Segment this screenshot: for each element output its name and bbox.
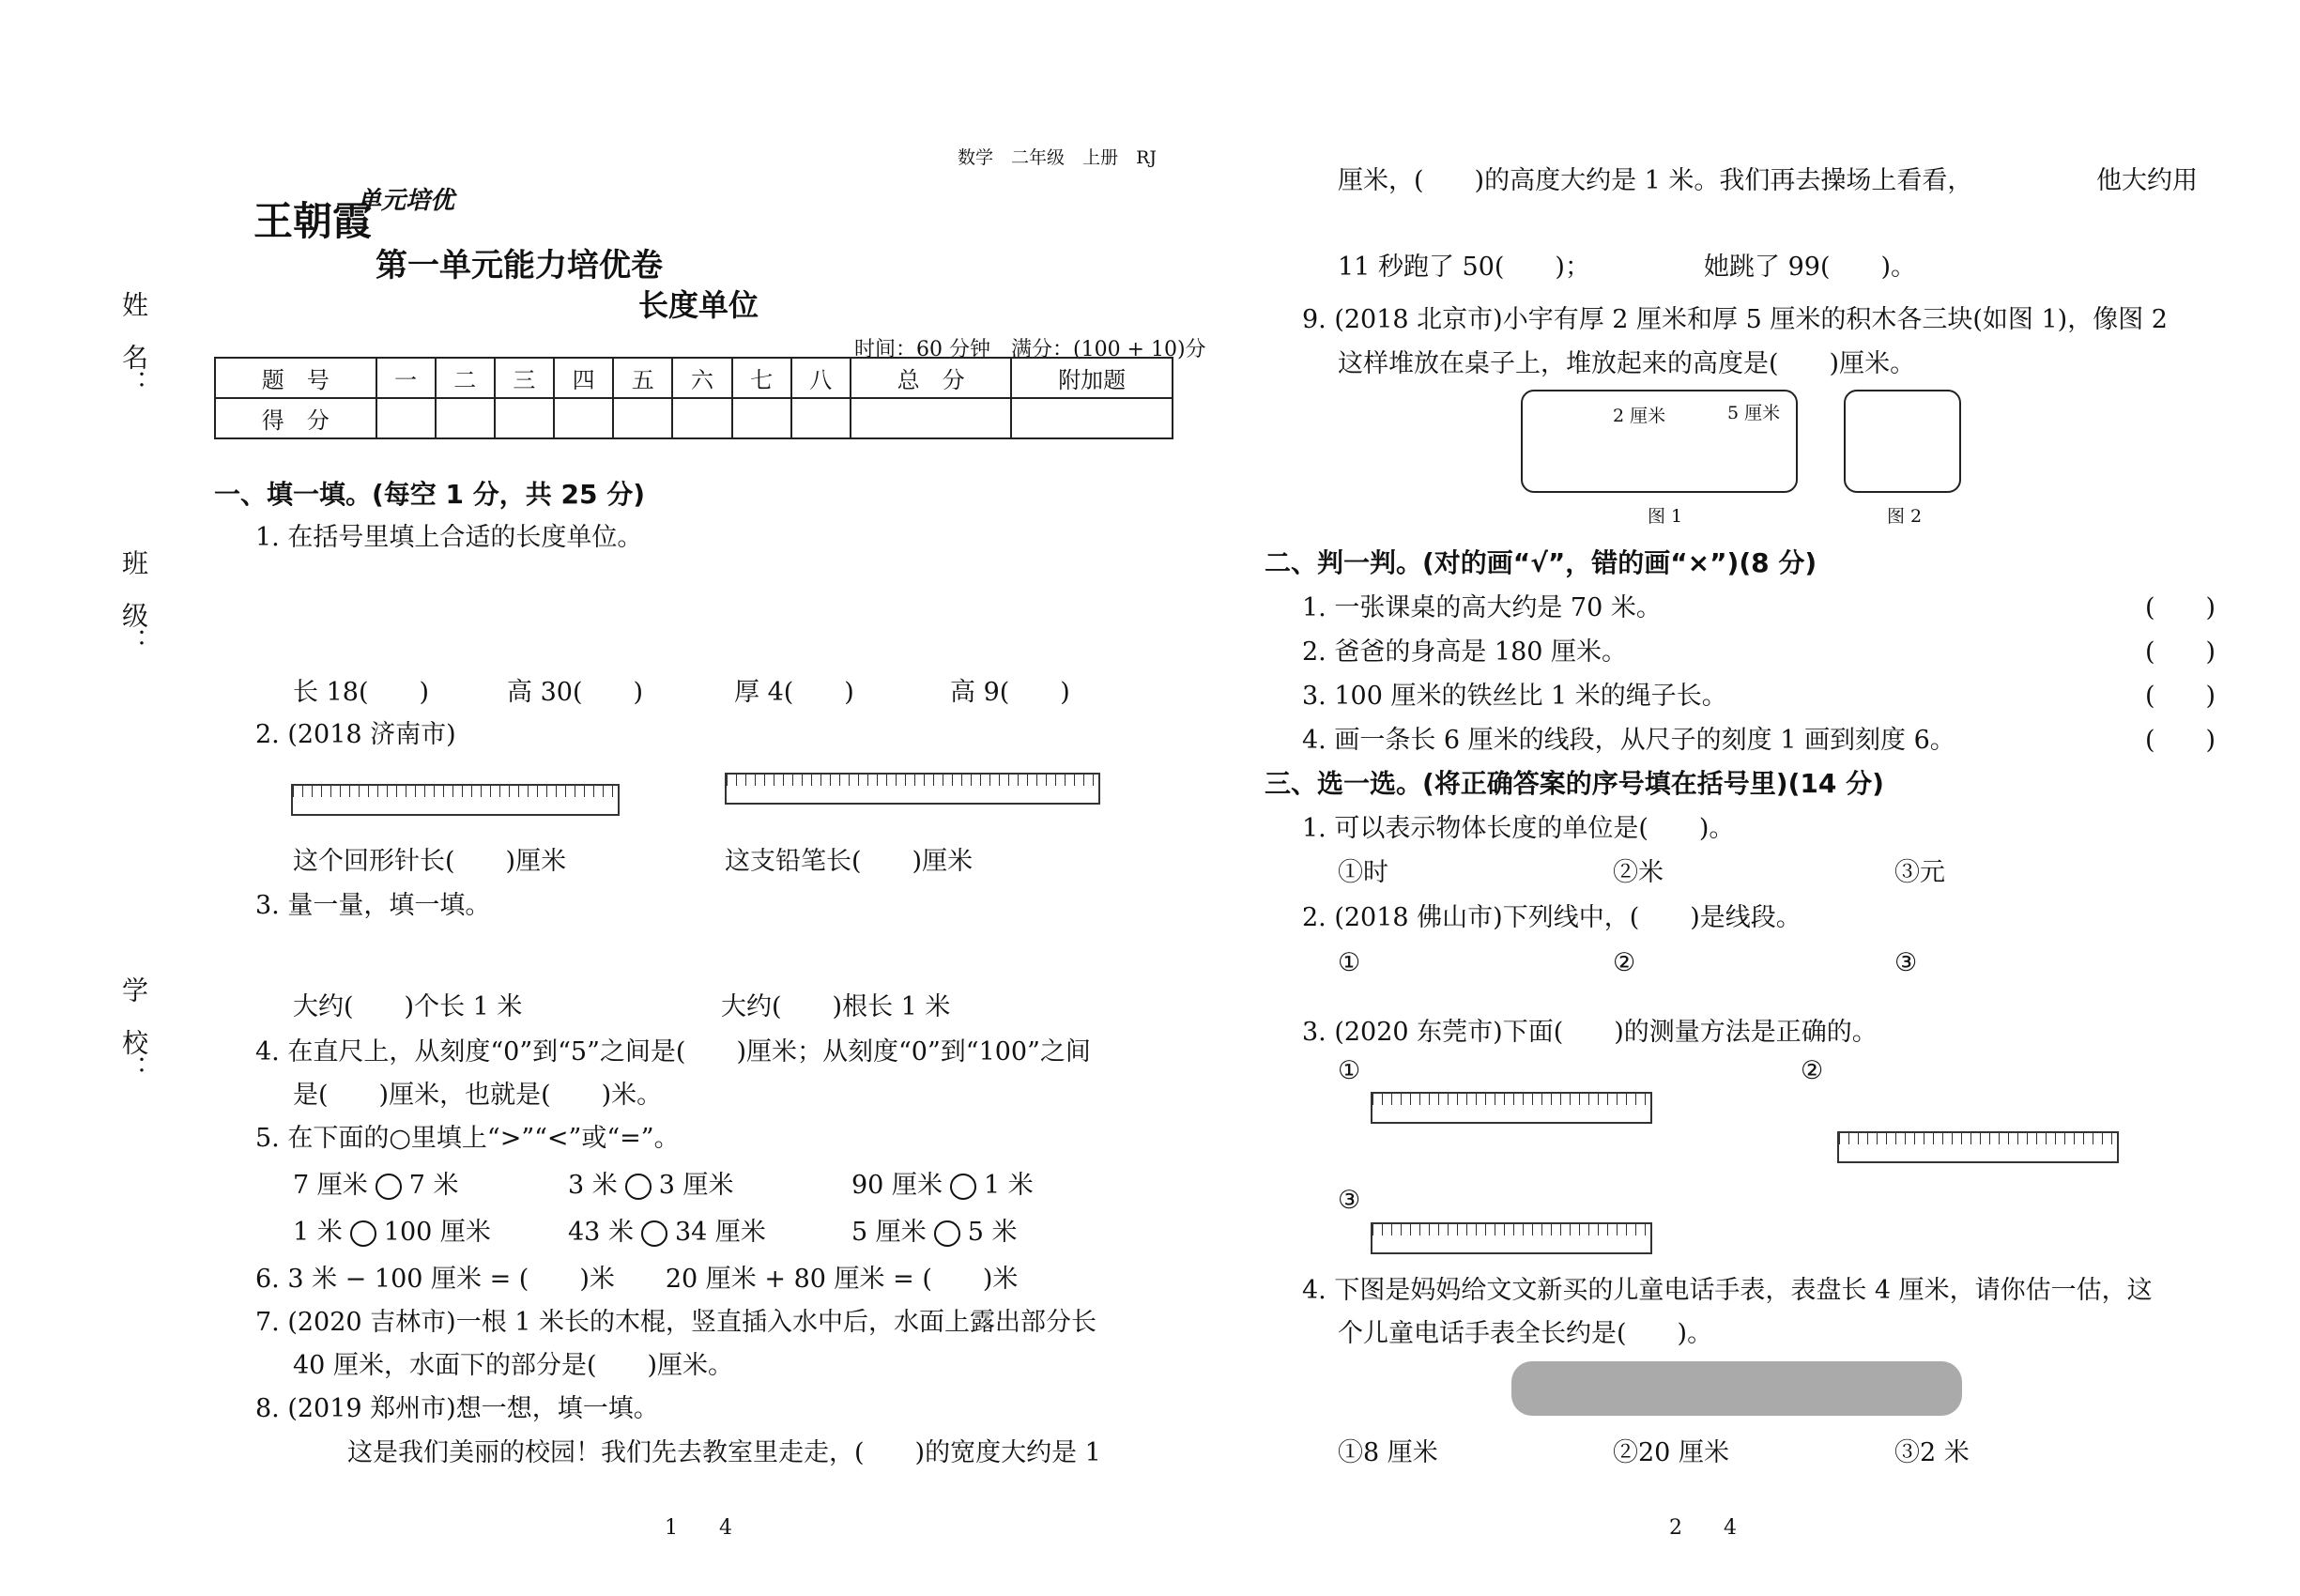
label-2cm: 2 厘米 [1613,406,1666,426]
choice-4-line1: 4. 下图是妈妈给文文新买的儿童电话手表，表盘长 4 厘米，请你估一估，这 [1302,1276,2153,1305]
question-9-line2: 这样堆放在桌子上，堆放起来的高度是( )厘米。 [1338,349,1916,378]
brand-title: 王朝霞 [253,198,373,244]
choice-2: 2. (2018 佛山市)下列线中，( )是线段。 [1302,903,1802,932]
judge-2: 2. 爸爸的身高是 180 厘米。 [1302,637,1628,667]
choice-3-a: ① [1338,1056,1361,1085]
choice-2-b: ② [1613,948,1636,977]
compare-2: 3 米 3 厘米 [568,1171,734,1200]
q2-b: 这支铅笔长( )厘米 [725,847,974,876]
question-4-line2: 是( )厘米，也就是( )米。 [293,1081,663,1110]
choice-2-a: ① [1338,948,1361,977]
answer-paren-4: ( ) [2145,726,2216,755]
compare-1: 7 厘米 7 米 [293,1171,459,1200]
choice-4-a: ①8 厘米 [1338,1438,1438,1467]
label-5cm: 5 厘米 [1727,403,1781,423]
choice-3-b: ② [1801,1056,1824,1085]
question-4-line1: 4. 在直尺上，从刻度“0”到“5”之间是( )厘米；从刻度“0”到“100”之间 [255,1037,1091,1067]
q1-d: 高 9( ) [950,678,1070,707]
ruler-paperclip [291,784,620,816]
q8-continued-line2: 11 秒跑了 50( )； [1338,253,1590,282]
compare-6: 5 厘米 5 米 [851,1218,1018,1247]
watch-image [1511,1361,1962,1416]
class-label: 班 级： [118,549,149,654]
subject-line: 数学 二年级 上册 RJ [958,147,1158,168]
answer-paren-1: ( ) [2145,593,2216,622]
q1-b: 高 30( ) [507,678,644,707]
q1-a: 长 18( ) [293,678,430,707]
page-number-left: 1 4 [665,1516,732,1540]
question-5: 5. 在下面的○里填上“>”“<”或“=”。 [255,1124,680,1153]
ruler-pencil [725,773,1100,805]
choice-3-c: ③ [1338,1186,1361,1215]
compare-3: 90 厘米 1 米 [851,1171,1034,1200]
judge-4: 4. 画一条长 6 厘米的线段，从尺子的刻度 1 画到刻度 6。 [1302,726,1955,755]
choice-1-c: ③元 [1894,858,1945,887]
question-8-line1: 这是我们美丽的校园！我们先去教室里走走，( )的宽度大约是 1 [347,1438,1101,1467]
choice-4-c: ③2 米 [1894,1438,1970,1467]
unit-banner: 单元培优 [357,187,455,215]
ruler-option-3 [1371,1222,1652,1254]
page-number-right: 2 4 [1669,1516,1737,1540]
figure-1-caption: 图 1 [1648,506,1683,527]
answer-paren-3: ( ) [2145,682,2216,711]
question-1: 1. 在括号里填上合适的长度单位。 [255,523,643,552]
question-9-line1: 9. (2018 北京市)小宇有厚 2 厘米和厚 5 厘米的积木各三块(如图 1)，像图 2 [1302,305,2168,334]
paper-subtitle: 长度单位 [638,287,759,323]
section-3-title: 三、选一选。(将正确答案的序号填在括号里)(14 分) [1265,768,1884,799]
choice-4-b: ②20 厘米 [1613,1438,1729,1467]
figure-2-box [1844,390,1961,493]
score-table: 题 号 一 二 三 四 五 六 七 八 总 分 附加题 得 分 [214,357,1173,439]
q1-c: 厚 4( ) [734,678,854,707]
question-7-line1: 7. (2020 吉林市)一根 1 米长的木棍，竖直插入水中后，水面上露出部分长 [255,1308,1097,1337]
q3-b: 大约( )根长 1 米 [721,992,951,1021]
question-6: 6. 3 米 − 100 厘米 = ( )米 20 厘米 + 80 厘米 = ( )米 [255,1265,1019,1294]
ruler-option-1 [1371,1092,1652,1124]
q2-a: 这个回形针长( )厘米 [293,847,567,876]
question-7-line2: 40 厘米，水面下的部分是( )厘米。 [293,1351,734,1380]
question-3: 3. 量一量，填一填。 [255,891,491,920]
school-label: 学 校： [118,976,149,1082]
section-1-title: 一、填一填。(每空 1 分，共 25 分) [214,479,646,510]
time-score: 时间：60 分钟 满分：(100 + 10)分 [854,338,1206,361]
choice-1-a: ①时 [1338,858,1388,887]
section-2-title: 二、判一判。(对的画“√”，错的画“×”)(8 分) [1265,547,1817,578]
ruler-option-2 [1837,1131,2119,1163]
judge-1: 1. 一张课桌的高大约是 70 米。 [1302,593,1662,622]
compare-5: 43 米 34 厘米 [568,1218,766,1247]
q8-continued-line1: 厘米，( )的高度大约是 1 米。我们再去操场上看看， [1338,166,1973,195]
choice-4-line2: 个儿童电话手表全长约是( )。 [1338,1319,1713,1348]
paper-title: 第一单元能力培优卷 [376,247,663,284]
question-8: 8. (2019 郑州市)想一想，填一填。 [255,1394,659,1423]
compare-4: 1 米 100 厘米 [293,1218,491,1247]
name-label: 姓 名： [118,291,149,396]
figure-2-caption: 图 2 [1887,506,1923,527]
q3-a: 大约( )个长 1 米 [293,992,523,1021]
q8-continued-line1b: 他大约用 [2096,166,2198,195]
choice-3: 3. (2020 东莞市)下面( )的测量方法是正确的。 [1302,1018,1878,1047]
judge-3: 3. 100 厘米的铁丝比 1 米的绳子长。 [1302,682,1727,711]
choice-1: 1. 可以表示物体长度的单位是( )。 [1302,814,1735,843]
question-2: 2. (2018 济南市) [255,720,456,749]
answer-paren-2: ( ) [2145,637,2216,667]
q8-continued-line2b: 她跳了 99( )。 [1704,253,1917,282]
choice-2-c: ③ [1894,948,1918,977]
choice-1-b: ②米 [1613,858,1664,887]
